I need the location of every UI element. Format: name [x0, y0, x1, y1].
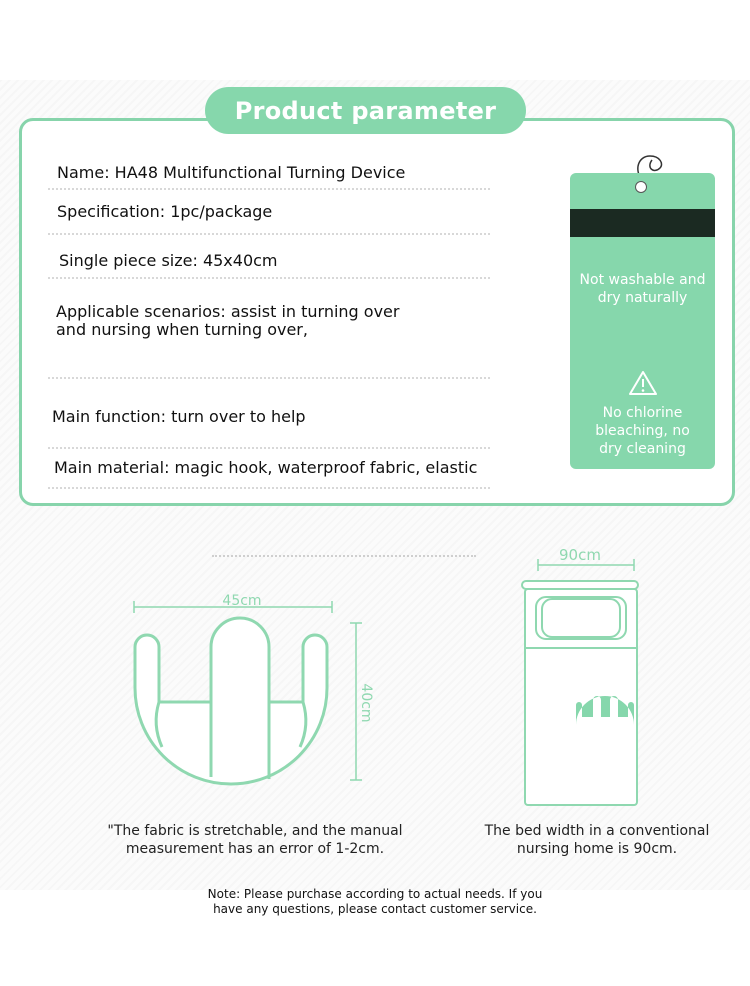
device-caption — [100, 822, 410, 858]
param-function: Main function: turn over to help — [52, 407, 306, 426]
bleach-line-3: dry cleaning — [599, 441, 686, 457]
tag-hole — [635, 181, 647, 193]
param-name: Name: HA48 Multifunctional Turning Device — [57, 163, 406, 182]
param-scenarios-line2: and nursing when turning over, — [56, 320, 308, 339]
bleach-line-2: bleaching, no — [595, 423, 690, 439]
bed-width-label: 90cm — [559, 546, 601, 564]
device-width-label: 45cm — [222, 593, 262, 609]
param-row-material — [48, 455, 490, 489]
wash-line-1: Not washable and — [579, 272, 706, 288]
param-row-size — [48, 246, 490, 279]
footer-note-line-1: Note: Please purchase according to actual needs. If you — [207, 887, 543, 901]
bed-caption — [472, 822, 722, 858]
param-specification: Specification: 1pc/package — [57, 202, 273, 221]
tag-band — [570, 209, 715, 237]
wash-instruction — [570, 271, 715, 307]
param-scenarios-line1: Applicable scenarios: assist in turning over — [56, 302, 400, 321]
footer-note — [180, 887, 570, 917]
device-caption-line-1: "The fabric is stretchable, and the manual — [107, 823, 403, 839]
bed-caption-line-1: The bed width in a conventional — [484, 823, 710, 839]
param-row-scenarios — [48, 297, 490, 379]
param-row-name — [48, 158, 490, 190]
bleach-instruction — [570, 404, 715, 458]
param-row-function — [48, 403, 490, 449]
wash-line-2: dry naturally — [597, 290, 688, 306]
bleach-line-1: No chlorine — [602, 405, 683, 421]
bed-diagram — [512, 540, 652, 810]
divider — [212, 555, 476, 557]
bed-caption-line-2: nursing home is 90cm. — [516, 841, 678, 857]
device-caption-line-2: measurement has an error of 1-2cm. — [125, 841, 385, 857]
param-size: Single piece size: 45x40cm — [59, 251, 278, 270]
device-diagram — [120, 585, 380, 790]
footer-note-line-2: have any questions, please contact customer service. — [213, 902, 537, 916]
param-row-specification — [48, 197, 490, 235]
care-label-tag — [570, 173, 715, 469]
warning-triangle-icon — [628, 370, 658, 396]
page-title: Product parameter — [205, 87, 526, 134]
param-material: Main material: magic hook, waterproof fabric, elastic — [54, 458, 478, 477]
device-height-label: 40cm — [358, 683, 374, 723]
